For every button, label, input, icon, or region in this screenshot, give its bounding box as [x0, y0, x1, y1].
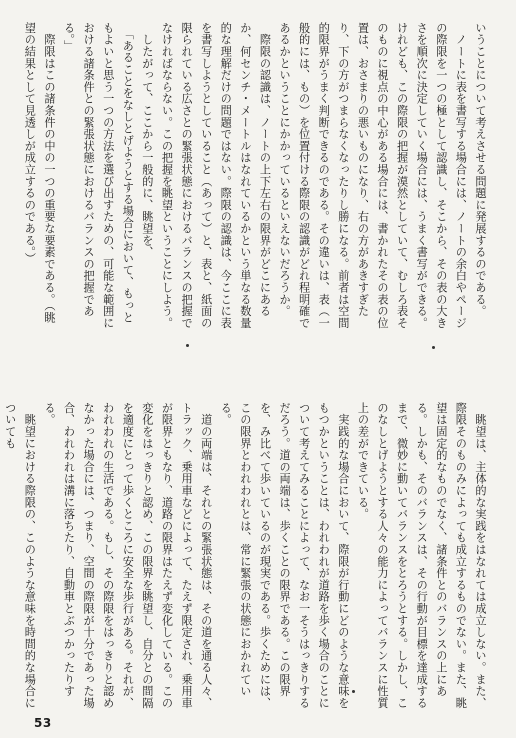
lower-text-block: 眺望は、主体的な実践をはなれては成立しない。また、際限そのものみによっても成立するものでない。また、眺望は固定的なものでなく、諸条件とのバランスの上にある。しかも、そのバランスは、その行動が目標を達成するまで、微妙に動いてバランスをとろうとする。しかし、このなしとげようとする人々の能力によってバランスに性質上の差ができている。 実践的な場合において、際限が行動にどのような意味をもつかということは、われわれが道路を歩く場合のことについて考えてみることによって、なお一そうはっきりするだろう。道の両端は、歩くことの限界である。この限界を、み比べて歩いているのが現実である。歩くためには、この限界とわれわれとは、常に緊張の状態におかれている。 道の両端は、それとの緊張状態は、その道を通る人々、トラック、乗用車などによって、たえず限定され、乗用車が限界ともなり、道路の限界はたえず変化している。この変化をはっきりと認め、この限界を眺望し、自分との間隔を適度にとって歩くところに安全な歩行がある。それが、われわれの生活である。もし、その際限をはっきりと認めなかった場合には、つまり、空間の際限が十分であった場合、われわれは溝に落ちたり、自動車とぶつかったりする。 眺望における際限の、このような意味を時間的な場合についても — [3, 402, 487, 709]
scan-speck — [432, 346, 435, 349]
page-number: 53 — [34, 716, 52, 730]
scan-speck — [352, 690, 355, 693]
scan-speck — [186, 344, 189, 347]
upper-text-block: いうことについて考えさせる問題に発展するのである。 ノートに表を書写する場合には、ノートの余白やページの際限を一つの極として認識し、そこから、その表の大きさを順次に決定していく場合には、うまく書写ができる。けれども、この際限の把握が漠然としていて、むしろ表そのものに視点の中心がある場合には、書かれたその表の位置は、おさまりの悪いものになり、右の方があきすぎたり、下の方がつまらなくなったりし勝になる。前者は空間的限界がうまく判断できるのである。その違いは、表（一般的には、もの）を位置付ける際限の認識がどれ程明確であるかということにかかっているといえないだろうか。 際限の認識は、ノートの上下左右の限界がどこにあるか、何センチ・メートルはなれているかという単なる数量的な理解だけの問題ではない。際限の認識は、今ここに表を書写しようとしていること（あって）と、表と、紙面の限られている広さとの緊張状態におけるバランスの把握でなければならない。この把握を眺望ということにしよう。 したがって、ここから一般的に、眺望を、 「あることをなしとげようとする場合において、もっともよいと思う一つの方法を選び出すための、可能な範囲における諸条件との緊張状態におけるバランスの把握である。」 際限はこの諸条件の中の一つの重要な要素である。（眺望の結果として見透しが成立するのである。） — [23, 22, 487, 329]
